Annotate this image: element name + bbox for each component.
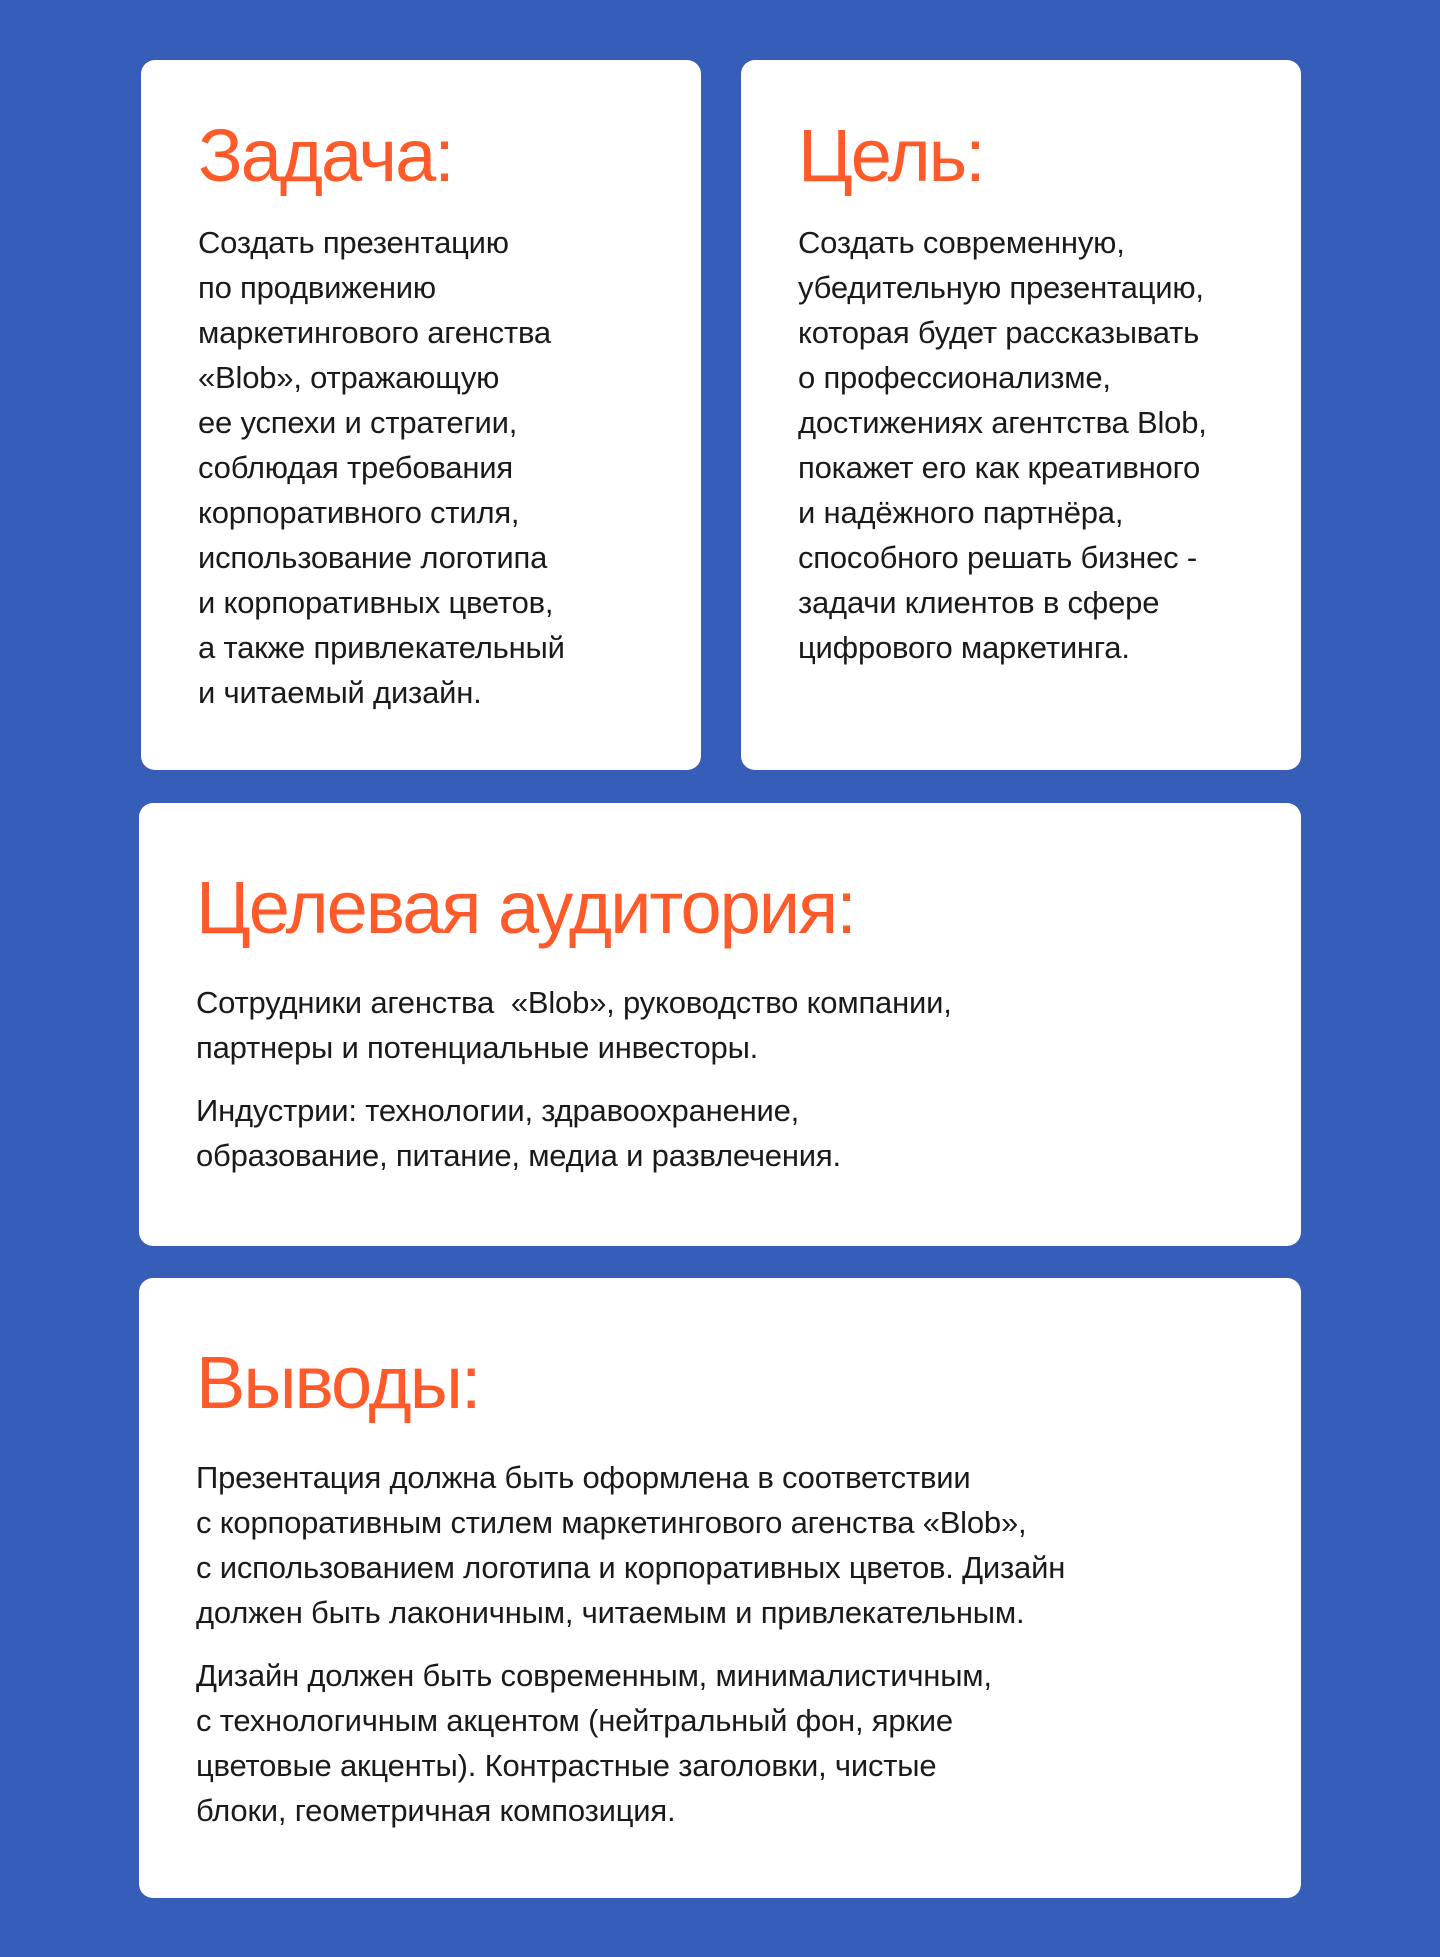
text-line: по продвижению [198, 270, 436, 306]
text-line: с использованием логотипа и корпоративных цветов. Дизайн [196, 1550, 1066, 1586]
paragraph [196, 1455, 1301, 1635]
paragraph [196, 1653, 1301, 1833]
text-line: и корпоративных цветов, [198, 585, 554, 621]
text-line: способного решать бизнес - [798, 540, 1197, 576]
text-line: «Blob», отражающую [198, 360, 500, 396]
text-line: должен быть лаконичным, читаемым и привлекательным. [196, 1595, 1025, 1631]
goal-card [741, 60, 1301, 770]
text-line: с корпоративным стилем маркетингового агенства «Blob», [196, 1505, 1027, 1541]
text-line: соблюдая требования [198, 450, 513, 486]
task-text [198, 220, 701, 715]
goal-text [798, 220, 1301, 670]
goal-title: Цель: [798, 114, 984, 197]
text-line: достижениях агентства Blob, [798, 405, 1207, 441]
audience-text [196, 980, 1301, 1178]
text-line: о профессионализме, [798, 360, 1111, 396]
text-line: и читаемый дизайн. [198, 675, 482, 711]
conclusions-card [139, 1278, 1301, 1898]
paragraph [196, 1088, 1301, 1178]
task-title: Задача: [198, 114, 453, 197]
text-line: маркетингового агенства [198, 315, 551, 351]
text-line: Создать презентацию [198, 225, 509, 261]
audience-card [139, 803, 1301, 1246]
text-line: с технологичным акцентом (нейтральный фон, яркие [196, 1703, 953, 1739]
text-line: убедительную презентацию, [798, 270, 1204, 306]
paragraph [196, 980, 1301, 1070]
text-line: цифрового маркетинга. [798, 630, 1130, 666]
text-line: Сотрудники агенства «Blob», руководство компании, [196, 985, 952, 1021]
text-line: которая будет рассказывать [798, 315, 1200, 351]
text-line: блоки, геометричная композиция. [196, 1793, 676, 1829]
text-line: Создать современную, [798, 225, 1125, 261]
text-line: использование логотипа [198, 540, 548, 576]
text-line: ее успехи и стратегии, [198, 405, 518, 441]
text-line: Дизайн должен быть современным, минималистичным, [196, 1658, 992, 1694]
text-line: Презентация должна быть оформлена в соответствии [196, 1460, 971, 1496]
task-card [141, 60, 701, 770]
text-line: задачи клиентов в сфере [798, 585, 1160, 621]
text-line: Индустрии: технологии, здравоохранение, [196, 1093, 800, 1129]
text-line: и надёжного партнёра, [798, 495, 1124, 531]
conclusions-title: Выводы: [196, 1341, 480, 1424]
text-line: покажет его как креативного [798, 450, 1201, 486]
audience-title: Целевая аудитория: [196, 866, 855, 949]
text-line: цветовые акценты). Контрастные заголовки, чистые [196, 1748, 937, 1784]
text-line: корпоративного стиля, [198, 495, 520, 531]
text-line: образование, питание, медиа и развлечения. [196, 1138, 841, 1174]
conclusions-text [196, 1455, 1301, 1833]
text-line: а также привлекательный [198, 630, 565, 666]
text-line: партнеры и потенциальные инвесторы. [196, 1030, 759, 1066]
